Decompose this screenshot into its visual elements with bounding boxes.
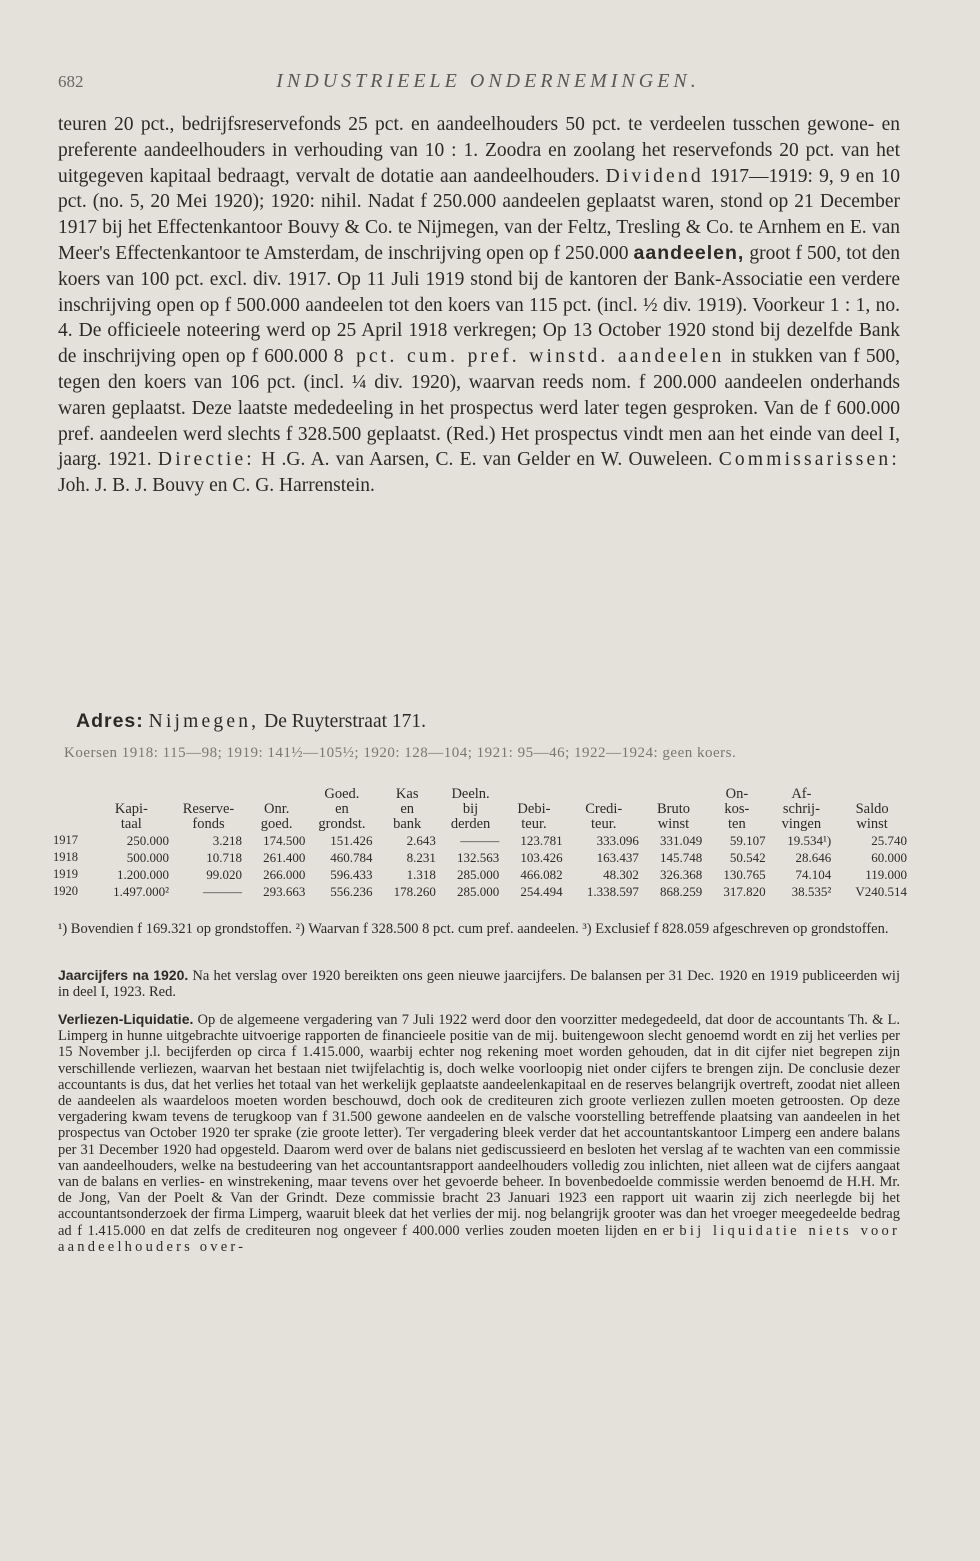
table-cell: 19.534¹) bbox=[787, 833, 832, 848]
table-cell: 3.218 bbox=[212, 833, 242, 848]
table-header-top-cell: Deeln. bbox=[451, 786, 490, 802]
page-header bbox=[58, 70, 918, 106]
table-row bbox=[50, 883, 910, 900]
table-header-cell: ten bbox=[728, 816, 746, 832]
table-cell: 500.000 bbox=[126, 850, 170, 865]
table-header-top-cell bbox=[566, 787, 642, 802]
table-header-top-cell bbox=[50, 787, 172, 802]
table-header-cell: Saldo bbox=[855, 801, 889, 817]
table-header-top-cell bbox=[245, 787, 308, 802]
table-cell: 868.259 bbox=[659, 884, 703, 899]
table-header-cell bbox=[50, 817, 91, 832]
table-cell: 556.236 bbox=[330, 884, 373, 899]
table-header-cell: vingen bbox=[781, 816, 822, 832]
main-text-4: in stukken van f 500, tegen den koers van 106 pct. (incl. ¼ div. 1920), waarvan reeds nom. f 200.000 aandeelen onderhands waren geplaatst. Deze laatste mededeeling in het prospectus werd later tegen gesproken. Van de f 600.000 pref. aandeelen werd slechts f 328.500 geplaatst. (Red.) Het prospectus vindt men aan het einde van deel I, jaarg. 1921. bbox=[58, 346, 900, 471]
table-cell: 48.302 bbox=[603, 867, 639, 882]
main-text-5: H .G. A. van Aarsen, C. E. van Gelder en W. Ouweleen. bbox=[254, 449, 719, 471]
table-cell: 254.494 bbox=[520, 884, 563, 899]
table-cell: 151.426 bbox=[330, 833, 373, 848]
table-cell: 163.437 bbox=[596, 850, 639, 865]
table-cell: V240.514 bbox=[855, 884, 907, 899]
table-header-bottom bbox=[50, 817, 910, 832]
table-cell: 596.433 bbox=[330, 867, 373, 882]
table-cell: 1.200.000 bbox=[117, 867, 170, 882]
table-row bbox=[50, 866, 910, 883]
table-cell: 333.096 bbox=[596, 833, 639, 848]
table-header-cell: bij bbox=[462, 801, 479, 817]
verliezen-text: Op de algemeene vergadering van 7 Juli 1922 werd door den voorzitter medegedeeld, dat door de accountants Th. & L. Limperg in hunne uitgebrachte uitvoerige rapporten de financieele positie van de mij. buitengewoon slecht genoemd wordt en zij het verlies per 15 November j.l. becijferden op circa f 1.415.000, waarbij echter nog rekening moet worden gehouden, dat in dit cijfer niet begrepen zijn verschillende verliezen, waarvan het bestaan niet twijfelachtig is, doch welke voorloopig niet onder cijfers te brengen zijn. De conclusie dezer accountants is dus, dat het verlies het totaal van het werkelijk geplaatste aandeelenkapitaal en de reserves belangrijk overtreft, zoodat niet alleen de aandeelen als waardeloos moeten worden beschouwd, doch ook de crediteuren zich groote verliezen zullen moeten getroosten. Op deze vergadering kwam tevens de terugkoop van f 31.500 gewone aandeelen en de valsche voorstelling betreffende plaatsing van aandeelen in het prospectus van October 1920 ter sprake (zie groote letter). Ter vergadering bleek verder dat het accountantskantoor Limperg een andere balans per 31 December 1920 had opgesteld. Daarom werd over de balans niet gediscussieerd en besloten het verslag af te wachten van een commissie van aandeelhouders, welke na bestudeering van het accountantsrapport aandeelhouders volledig zou inlichten, niet alleen wat de cijfers aangaat van de balans en verlies- en winstrekening, maar tevens over het gevoerde beheer. In bovenbedoelde commissie werden benoemd de H.H. Mr. de Jong, Van der Poelt & Van der Grindt. Deze commissie bracht 23 Januari 1923 een rapport uit waarin zij zich neerlegde bij het accountantsonderzoek der firma Limperg, waaruit bleek dat het verlies der mij. nog belangrijk grooter was dan het vroeger meegedeelde bedrag ad f 1.415.000 en dat zelfs de crediteuren nog ongeveer f 400.000 verlies zouden moeten lijden en er bbox=[58, 1012, 900, 1239]
table-cell: 8.231 bbox=[406, 850, 436, 865]
table-cell: 130.765 bbox=[723, 867, 766, 882]
table-cell: 261.400 bbox=[263, 850, 306, 865]
running-title: INDUSTRIEELE ONDERNEMINGEN. bbox=[276, 70, 700, 92]
table-cell: 123.781 bbox=[520, 833, 563, 848]
table-header-cell: schrij- bbox=[782, 801, 820, 817]
table-cell: 99.020 bbox=[206, 867, 242, 882]
share-prices-line: Koersen 1918: 115—98; 1919: 141½—105½; 1920: 128—104; 1921: 95—46; 1922—1924: geen koers. bbox=[64, 745, 737, 761]
table-header-cell: en bbox=[400, 801, 415, 817]
table-header-cell: Credi- bbox=[585, 801, 623, 817]
address-street: De Ruyterstraat 171. bbox=[259, 711, 427, 732]
table-header-cell bbox=[50, 802, 91, 817]
table-header-top-cell: Goed. bbox=[324, 786, 360, 802]
table-row bbox=[50, 832, 910, 849]
table-cell: 460.784 bbox=[330, 850, 373, 865]
table-header-cell: goed. bbox=[260, 816, 293, 832]
aandeelen-label: aandeelen, bbox=[633, 241, 745, 264]
table-cell: 119.000 bbox=[865, 867, 907, 882]
address-label: Adres: bbox=[76, 710, 144, 732]
main-text-6: Joh. J. B. J. Bouvy en C. G. Harrenstein. bbox=[58, 475, 375, 497]
table-cell: 1.497.000² bbox=[113, 884, 170, 899]
table-year-cell: 1918 bbox=[53, 850, 78, 864]
table-cell: 466.082 bbox=[520, 867, 563, 882]
page-number: 682 bbox=[58, 72, 84, 91]
table-header-cell: winst bbox=[657, 816, 690, 832]
address-line bbox=[76, 710, 900, 733]
table-header-cell: Bruto bbox=[656, 801, 691, 817]
table-cell: 38.535² bbox=[791, 884, 832, 899]
table-cell: 25.740 bbox=[871, 833, 907, 848]
table-year-cell: 1917 bbox=[53, 833, 78, 847]
table-cell: 285.000 bbox=[457, 884, 500, 899]
table-header-cell: Reserve- bbox=[182, 801, 235, 817]
table-header-top-cell: Kas bbox=[395, 786, 419, 802]
verliezen-spaced-tail: bij liquidatie niets voor aandeelhouders over- bbox=[58, 1222, 900, 1255]
table-cell: 1.338.597 bbox=[586, 884, 639, 899]
table-header-cell: bank bbox=[393, 816, 422, 832]
table-header-top-cell bbox=[172, 787, 245, 802]
table-header-top-cell bbox=[642, 787, 705, 802]
pref-shares-label: 8 pct. cum. pref. winstd. aandeelen bbox=[333, 346, 725, 368]
table-row bbox=[50, 849, 910, 866]
table-footnotes: ¹) Bovendien f 169.321 op grondstoffen. ²) Waarvan f 328.500 8 pct. cum pref. aandeelen. ³) Exclusief f 828.059 afgeschreven op grondstoffen. bbox=[58, 921, 889, 937]
table-cell: 174.500 bbox=[263, 833, 306, 848]
table-cell: 74.104 bbox=[795, 867, 832, 882]
table-cell: 2.643 bbox=[406, 833, 436, 848]
table-header-cell: kos- bbox=[724, 801, 750, 817]
table-cell: 250.000 bbox=[126, 833, 170, 848]
table-cell: 60.000 bbox=[871, 850, 907, 865]
table-header-top bbox=[50, 787, 910, 802]
table-header-cell: Onr. bbox=[263, 801, 290, 817]
main-text-3: groot f 500, tot den koers van 100 pct. excl. div. 1917. Op 11 Juli 1919 stond bij de kantoren der Bank-Associatie een verdere inschrijving open op f 500.000 aandeelen tot den koers van 115 pct. (incl. ½ div. 1919). Voorkeur 1 : 1, no. 4. De officieele noteering werd op 25 April 1918 verkregen; Op 13 October 1920 stond bij dezelfde Bank de inschrijving open op f 600.000 bbox=[58, 242, 900, 368]
jaarcijfers-lead: Jaarcijfers na 1920. bbox=[58, 967, 189, 983]
table-year-cell: 1920 bbox=[53, 884, 78, 898]
table-header-top-cell: On- bbox=[725, 786, 749, 802]
address-city: Nijmegen, bbox=[148, 711, 260, 732]
table-cell: 326.368 bbox=[659, 867, 703, 882]
table-header-cell: grondst. bbox=[318, 816, 366, 832]
table-cell: 59.107 bbox=[729, 833, 766, 848]
verliezen-lead: Verliezen-Liquidatie. bbox=[58, 1011, 194, 1027]
table-cell: 285.000 bbox=[457, 867, 500, 882]
table-header-cell: teur. bbox=[521, 816, 547, 832]
table-cell: 103.426 bbox=[520, 850, 563, 865]
table-cell: 1.318 bbox=[406, 867, 436, 882]
financial-table bbox=[50, 787, 910, 900]
table-cell: 132.563 bbox=[457, 850, 500, 865]
table-cell: 266.000 bbox=[263, 867, 306, 882]
table-header-mid bbox=[50, 802, 910, 817]
table-cell: 10.718 bbox=[206, 850, 242, 865]
directie-label: Directie: bbox=[157, 449, 255, 471]
table-cell: 293.663 bbox=[263, 884, 306, 899]
verliezen-paragraph bbox=[58, 1011, 900, 1255]
table-header-cell: winst bbox=[856, 816, 888, 832]
table-header-cell: teur. bbox=[591, 816, 617, 832]
table-year-cell: 1919 bbox=[53, 867, 78, 881]
table-cell: ——— bbox=[460, 833, 500, 848]
table-header-cell: Debi- bbox=[517, 801, 551, 817]
dividend-label: Dividend bbox=[605, 165, 704, 187]
table-cell: 178.260 bbox=[393, 884, 436, 899]
table-cell: 145.748 bbox=[659, 850, 703, 865]
main-text-1: teuren 20 pct., bedrijfsreservefonds 25 pct. en aandeelhouders 50 pct. te verdeelen tusschen gewone- en preferente aandeelhouders in verhouding van 10 : 1. Zoodra en zoolang het reservefonds 20 pct. van het uitgegeven kapitaal bedraagt, vervalt de dotatie aan aandeelhouders. bbox=[58, 114, 900, 187]
main-paragraph bbox=[58, 112, 900, 499]
table-body bbox=[50, 832, 910, 900]
table-header-cell: derden bbox=[450, 816, 491, 832]
table-header-top-cell: Af- bbox=[791, 786, 812, 802]
table-cell: ——— bbox=[202, 884, 242, 899]
table-cell: 50.542 bbox=[729, 850, 766, 865]
table-header-cell: Kapi- bbox=[114, 801, 148, 817]
table-header-top-cell bbox=[834, 787, 910, 802]
table-header-top-cell bbox=[502, 787, 565, 802]
commissarissen-label: Commissarissen: bbox=[718, 449, 900, 471]
table-header-cell: fonds bbox=[192, 816, 225, 832]
jaarcijfers-paragraph bbox=[58, 967, 900, 1000]
table-cell: 317.820 bbox=[723, 884, 766, 899]
table-header-cell: en bbox=[335, 801, 349, 817]
jaarcijfers-text: Na het verslag over 1920 bereikten ons geen nieuwe jaarcijfers. De balansen per 31 Dec. 1920 en 1919 publiceerden wij in deel I, 1923. Red. bbox=[58, 968, 900, 1001]
table-cell: 331.049 bbox=[659, 833, 703, 848]
table-cell: 28.646 bbox=[795, 850, 832, 865]
table-header-cell: taal bbox=[120, 816, 142, 832]
main-text-2: 1917—1919: 9, 9 en 10 pct. (no. 5, 20 Mei 1920); 1920: nihil. Nadat f 250.000 aandeelen geplaatst waren, stond op 21 December 1917 bij het Effectenkantoor Bouvy & Co. te Nijmegen, van der Feltz, Tresling & Co. te Arnhem en E. van Meer's Effectenkantoor te Amsterdam, de inschrijving open op f 250.000 bbox=[58, 165, 900, 264]
